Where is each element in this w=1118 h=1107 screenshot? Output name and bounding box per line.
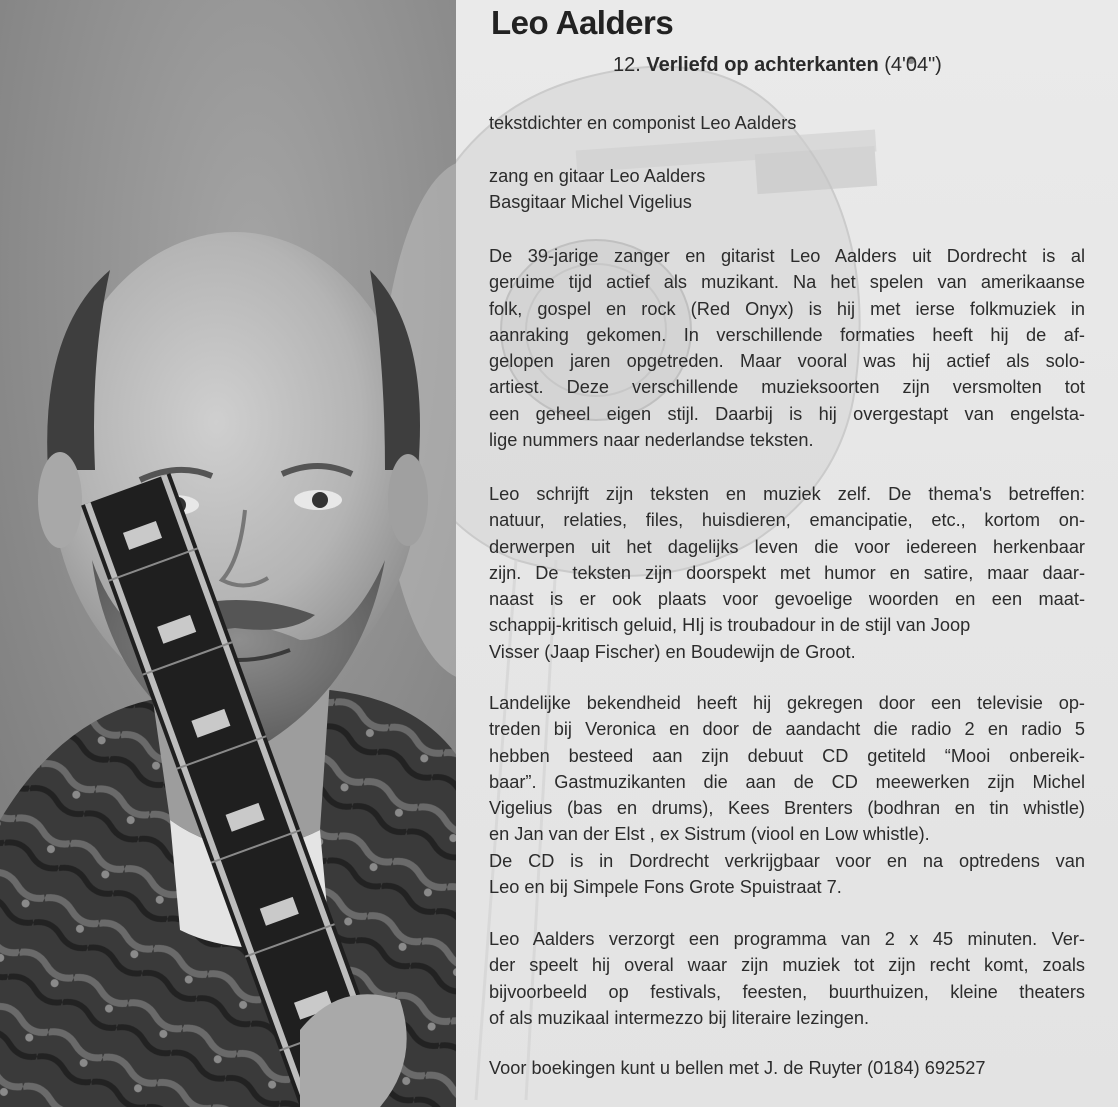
text-line: schappij-kritisch geluid, HIj is troubadour in de stijl van Joop (489, 615, 971, 636)
text-line: aanraking gekomen. In verschillende formaties heeft hij de af- (489, 324, 1085, 345)
track-line (613, 54, 942, 77)
text-line: een geheel eigen stijl. Daarbij is hij overgestapt van engelsta- (489, 403, 1085, 424)
text-line: bijvoorbeeld op festivals, feesten, buurthuizen, kleine theaters (489, 981, 1085, 1002)
bio-paragraph-4 (489, 926, 1085, 1031)
text-line: der speelt hij overal waar zijn muziek tot zijn recht komt, zoals (489, 955, 1085, 976)
track-duration: (4'04") (884, 54, 942, 76)
artist-photo (0, 0, 460, 1107)
text-line: artiest. Deze verschillende muzieksoorten zijn versmolten tot (489, 377, 1085, 398)
booking-info: Voor boekingen kunt u bellen met J. de Ruyter (0184) 692527 (489, 1058, 986, 1078)
text-line: of als muzikaal intermezzo bij literaire lezingen. (489, 1007, 870, 1028)
credit-vocals: zang en gitaar Leo Aalders (489, 166, 706, 186)
text-line: zijn. De teksten zijn doorspekt met humor en satire, maar daar- (489, 562, 1085, 583)
text-line: treden bij Veronica en door de aandacht die radio 2 en radio 5 (489, 719, 1085, 740)
text-line: Visser (Jaap Fischer) en Boudewijn de Groot. (489, 641, 856, 662)
artist-name: Leo Aalders (491, 4, 674, 41)
text-line: Leo schrijft zijn teksten en muziek zelf. De thema's betreffen: (489, 484, 1085, 504)
credit-bass: Basgitaar Michel Vigelius (489, 192, 692, 212)
text-line: De CD is in Dordrecht verkrijgbaar voor en na optredens van (489, 850, 1085, 871)
track-title: Verliefd op achterkanten (646, 54, 879, 76)
credit-writer: tekstdichter en componist Leo Aalders (489, 113, 797, 133)
text-line: Leo en bij Simpele Fons Grote Spuistraat 7. (489, 877, 842, 898)
bio-paragraph-3 (489, 690, 1085, 900)
text-line: geruime tijd actief als muzikant. Na het spelen van amerikaanse (489, 272, 1085, 293)
text-line: De 39-jarige zanger en gitarist Leo Aalders uit Dordrecht is al (489, 246, 1085, 266)
text-line: naast is er ook plaats voor gevoelige woorden en een maat- (489, 589, 1085, 610)
bio-paragraph-2 (489, 481, 1085, 665)
text-line: baar”. Gastmuzikanten die aan de CD meewerken zijn Michel (489, 771, 1085, 792)
text-line: derwerpen uit het dagelijks leven die voor iedereen herkenbaar (489, 536, 1085, 557)
text-line: hebben besteed aan zijn debuut CD getiteld “Mooi onbereik- (489, 745, 1085, 766)
text-line: lige nummers naar nederlandse teksten. (489, 430, 814, 451)
portrait-illustration (0, 0, 460, 1107)
track-number: 12. (613, 54, 641, 76)
bio-paragraph-1 (489, 243, 1085, 453)
text-line: folk, gospel en rock (Red Onyx) is hij met ierse folkmuziek in (489, 298, 1085, 319)
text-line: gelopen jaren opgetreden. Maar vooral was hij actief als solo- (489, 351, 1085, 372)
text-line: Vigelius (bas en drums), Kees Brenters (bodhran en tin whistle) (489, 798, 1085, 819)
text-line: en Jan van der Elst , ex Sistrum (viool en Low whistle). (489, 824, 930, 845)
text-line: natuur, relaties, files, huisdieren, emancipatie, etc., kortom on- (489, 510, 1085, 531)
liner-notes-panel (456, 0, 1118, 1107)
text-line: Leo Aalders verzorgt een programma van 2 x 45 minuten. Ver- (489, 929, 1085, 949)
text-line: Landelijke bekendheid heeft hij gekregen door een televisie op- (489, 693, 1085, 713)
